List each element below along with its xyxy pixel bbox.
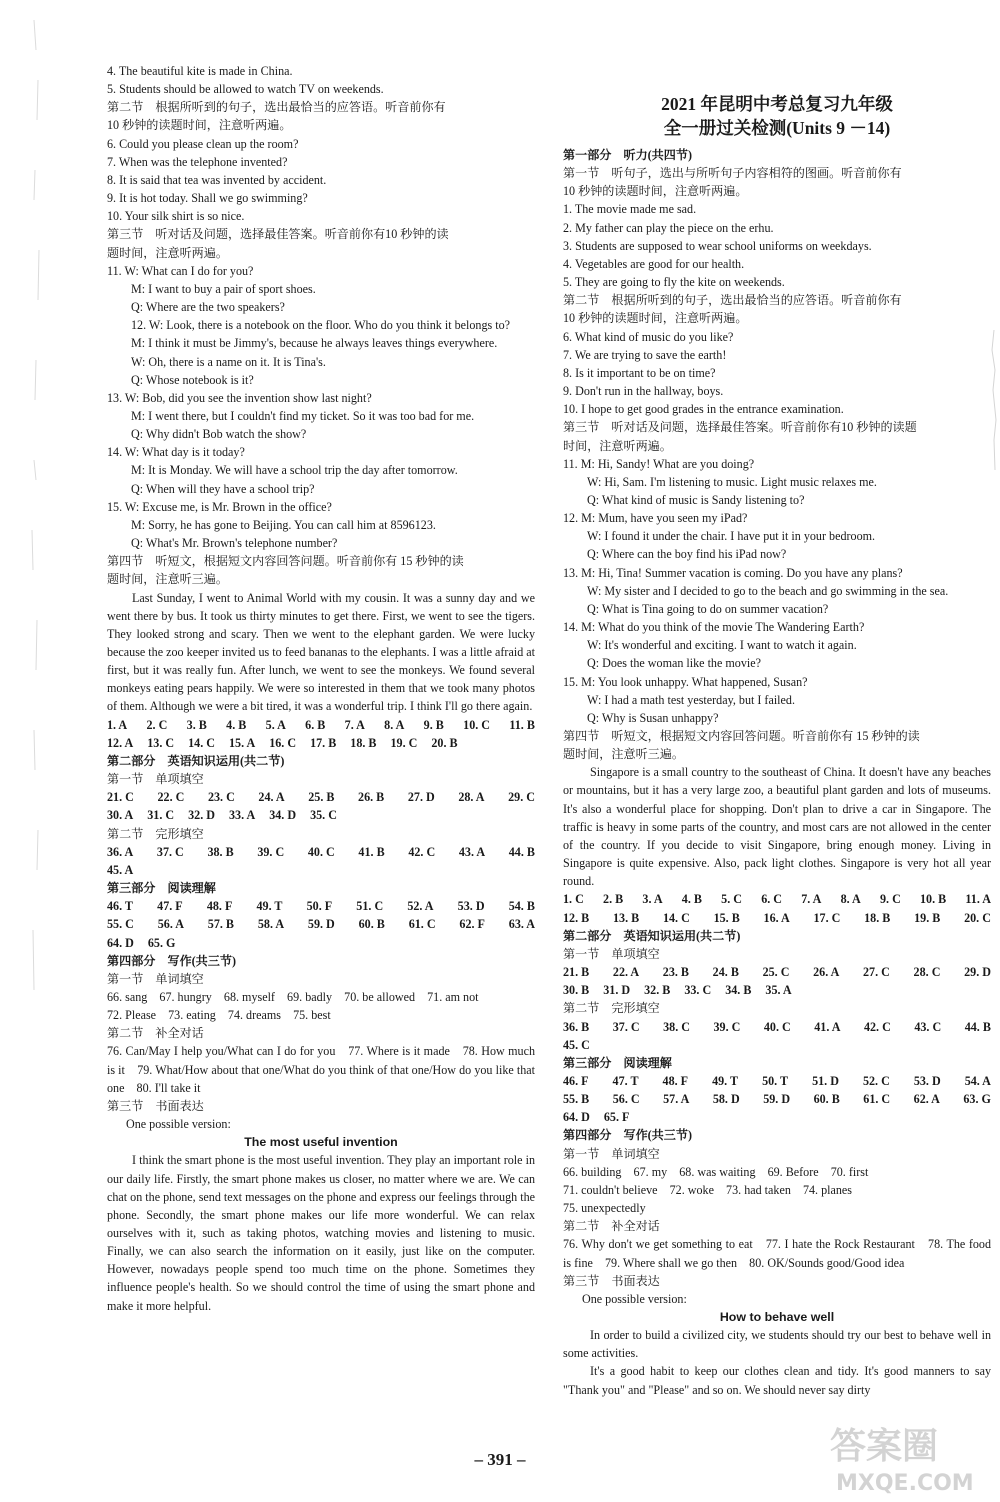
answer-item: 55. C bbox=[107, 917, 134, 932]
watermark-domain: MXQE.COM bbox=[836, 1471, 974, 1496]
answer-item: 49. T bbox=[712, 1073, 739, 1088]
sentence-item: 10. I hope to get good grades in the entrance examination. bbox=[563, 402, 844, 417]
answer-row bbox=[563, 1072, 991, 1090]
answer-item: 30. B bbox=[563, 983, 590, 998]
dialog-answers: 76. Can/May I help you/What can I do for you 77. Where is it made 78. How much is it 79. What/How about that one/What do you think of that one/How do you like that one 80. I'll take it bbox=[107, 1044, 535, 1095]
answer-item: 35. A bbox=[765, 983, 792, 998]
answer-item: 65. G bbox=[147, 935, 176, 950]
answer-item: 52. A bbox=[407, 899, 434, 914]
answer-item: 21. B bbox=[563, 965, 590, 980]
answer-item: 33. C bbox=[684, 983, 712, 998]
answer-item: 63. A bbox=[508, 917, 535, 932]
answer-item: 26. B bbox=[358, 790, 385, 805]
part-title: 第一部分 听力(共四节) bbox=[563, 148, 692, 162]
answer-row bbox=[563, 1108, 991, 1126]
answer-item: 58. A bbox=[257, 917, 285, 932]
word-answers: 66. building 67. my 68. was waiting 69. Before 70. first bbox=[563, 1164, 869, 1179]
dialog-line: W: It's wonderful and exciting. I want to watch it again. bbox=[587, 638, 857, 653]
answer-item: 32. D bbox=[188, 808, 215, 823]
dialog-line: Q: Why didn't Bob watch the show? bbox=[131, 427, 307, 442]
section-heading: 第三节 听对话及问题，选择最佳答案。听音前你有10 秒钟的读题 bbox=[563, 420, 917, 435]
answer-item: 3. A bbox=[642, 892, 663, 907]
answer-item: 36. B bbox=[563, 1019, 590, 1034]
answer-row bbox=[107, 843, 535, 861]
answer-item: 37. C bbox=[612, 1019, 640, 1034]
answer-item: 50. T bbox=[762, 1073, 789, 1088]
word-answers: 75. unexpectedly bbox=[563, 1201, 646, 1216]
answer-item: 45. C bbox=[563, 1037, 590, 1052]
dialog-line: Q: Does the woman like the movie? bbox=[587, 656, 761, 671]
answer-row bbox=[563, 1036, 991, 1054]
section-heading: 第一节 单词填空 bbox=[563, 1146, 660, 1161]
dialog-line: M: I want to buy a pair of sport shoes. bbox=[131, 281, 316, 296]
test-title bbox=[563, 92, 991, 140]
answer-item: 57. B bbox=[207, 917, 234, 932]
answer-item: 16. A bbox=[763, 910, 790, 925]
answer-item: 48. F bbox=[662, 1073, 689, 1088]
answer-item: 23. C bbox=[207, 790, 235, 805]
answer-item: 45. A bbox=[107, 862, 134, 877]
answer-item: 7. A bbox=[344, 717, 365, 732]
answer-row bbox=[107, 734, 535, 752]
listening-passage: Last Sunday, I went to Animal World with my cousin. It was a sunny day and we went there by bus. It took us thirty minutes to get there. First, we went to see the tigers. They looked strong and scary. Then we went to the elephant garden. We were lucky because the zoo keeper invited us to feed bananas to the elephants. I was a little afraid at first, but it was really fun. After lunch, we went to see the monkeys. We found several monkeys eating pears happily. We were so interested in them that we took many photos of them. Although we were a bit tired, it was a wonderful trip. I think I'll go there again. bbox=[107, 590, 535, 714]
answer-item: 40. C bbox=[307, 844, 335, 859]
answer-item: 24. A bbox=[258, 790, 285, 805]
answer-item: 55. B bbox=[563, 1092, 590, 1107]
binding-edge-marks bbox=[14, 10, 54, 1480]
answer-item: 32. B bbox=[644, 983, 671, 998]
answer-item: 51. C bbox=[356, 899, 384, 914]
answer-item: 36. A bbox=[107, 844, 134, 859]
sentence-item: 10. Your silk shirt is so nice. bbox=[107, 209, 245, 224]
answer-item: 51. D bbox=[812, 1073, 839, 1088]
watermark-logo bbox=[826, 1418, 990, 1496]
answer-item: 37. C bbox=[156, 844, 184, 859]
dialog-line: Q: What is Tina going to do on summer vacation? bbox=[587, 601, 829, 616]
answer-item: 5. C bbox=[721, 892, 742, 907]
answer-item: 33. A bbox=[228, 808, 256, 823]
sentence-item: 4. The beautiful kite is made in China. bbox=[107, 64, 293, 78]
dialog-line: Q: Whose notebook is it? bbox=[131, 372, 254, 387]
answer-item: 17. B bbox=[310, 735, 337, 750]
dialog-line: W: I had a math test yesterday, but I failed. bbox=[587, 692, 795, 707]
word-answers: 72. Please 73. eating 74. dreams 75. best bbox=[107, 1008, 331, 1023]
sentence-item: 7. When was the telephone invented? bbox=[107, 154, 288, 169]
answer-item: 56. A bbox=[157, 917, 184, 932]
answer-item: 47. T bbox=[612, 1073, 639, 1088]
sentence-item: 6. What kind of music do you like? bbox=[563, 329, 734, 344]
answer-item: 39. C bbox=[257, 844, 285, 859]
answer-item: 9. C bbox=[879, 892, 901, 907]
right-column bbox=[563, 62, 991, 1399]
answer-item: 22. A bbox=[612, 965, 640, 980]
answer-item: 28. C bbox=[913, 965, 941, 980]
answer-item: 24. B bbox=[712, 965, 739, 980]
answer-item: 6. C bbox=[761, 892, 783, 907]
section-heading: 10 秒钟的读题时间，注意听两遍。 bbox=[563, 184, 748, 199]
answer-row bbox=[563, 1018, 991, 1036]
section-heading: 第一节 听句子，选出与所听句子内容相符的图画。听音前你有 bbox=[563, 166, 902, 181]
answer-item: 57. A bbox=[663, 1092, 690, 1107]
answer-item: 39. C bbox=[713, 1019, 741, 1034]
sentence-item: 8. It is said that tea was invented by accident. bbox=[107, 172, 327, 187]
answer-item: 65. F bbox=[603, 1110, 630, 1125]
answer-item: 11. A bbox=[965, 892, 991, 907]
answer-item: 18. B bbox=[864, 910, 891, 925]
section-heading: 题时间，注意听两遍。 bbox=[107, 245, 228, 260]
answer-item: 23. B bbox=[662, 965, 689, 980]
answer-item: 61. C bbox=[863, 1092, 891, 1107]
answer-item: 7. A bbox=[801, 892, 822, 907]
sentence-item: 5. They are going to fly the kite on weekends. bbox=[563, 275, 785, 290]
answer-item: 61. C bbox=[408, 917, 436, 932]
answer-item: 19. C bbox=[390, 735, 418, 750]
section-heading: 第四节 听短文，根据短文内容回答问题。听音前你有 15 秒钟的读 bbox=[107, 554, 464, 569]
part-title: 第三部分 阅读理解 bbox=[107, 881, 216, 896]
dialog-line: W: Oh, there is a name on it. It is Tina's. bbox=[131, 354, 326, 369]
dialog-line: W: I found it under the chair. I have put it in your bedroom. bbox=[587, 529, 876, 544]
section-heading: 10 秒钟的读题时间，注意听两遍。 bbox=[563, 311, 748, 326]
part-title: 第四部分 写作(共三节) bbox=[563, 1128, 692, 1143]
section-heading: 第三节 书面表达 bbox=[563, 1273, 660, 1288]
sentence-item: 9. Don't run in the hallway, boys. bbox=[563, 384, 724, 399]
answer-item: 2. C bbox=[146, 717, 168, 732]
answer-row bbox=[563, 890, 991, 908]
answer-item: 22. C bbox=[157, 790, 185, 805]
page-number: – 391 – bbox=[474, 1450, 526, 1469]
answer-item: 58. D bbox=[712, 1092, 740, 1107]
answer-item: 64. D bbox=[563, 1110, 590, 1125]
answer-item: 1. C bbox=[563, 892, 584, 907]
dialog-line: 14. M: What do you think of the movie The Wandering Earth? bbox=[563, 620, 865, 635]
answer-row bbox=[563, 963, 991, 981]
sentence-item: 7. We are trying to save the earth! bbox=[563, 347, 727, 362]
dialog-line: M: Sorry, he has gone to Beijing. You can call him at 8596123. bbox=[131, 517, 436, 532]
section-heading: 第二节 补全对话 bbox=[563, 1219, 660, 1234]
answer-item: 52. C bbox=[862, 1073, 890, 1088]
answer-item: 38. B bbox=[207, 844, 234, 859]
answer-item: 46. F bbox=[563, 1073, 589, 1088]
answer-item: 62. A bbox=[913, 1092, 940, 1107]
answer-item: 40. C bbox=[763, 1019, 791, 1034]
section-heading: 第一节 单项填空 bbox=[107, 772, 204, 787]
section-heading: 第三节 听对话及问题，选择最佳答案。听音前你有10 秒钟的读 bbox=[107, 227, 449, 242]
answer-item: 8. A bbox=[384, 717, 405, 732]
dialog-line: M: It is Monday. We will have a school trip the day after tomorrow. bbox=[131, 463, 458, 478]
sentence-item: 2. My father can play the piece on the erhu. bbox=[563, 220, 774, 235]
dialog-line: 14. W: What day is it today? bbox=[107, 445, 245, 460]
answer-item: 42. C bbox=[863, 1019, 891, 1034]
answer-item: 18. B bbox=[350, 735, 377, 750]
answer-item: 44. B bbox=[964, 1019, 991, 1034]
answer-item: 21. C bbox=[107, 790, 134, 805]
answer-item: 16. C bbox=[269, 735, 297, 750]
answer-item: 43. C bbox=[914, 1019, 942, 1034]
answer-item: 14. C bbox=[188, 735, 215, 750]
answer-item: 31. C bbox=[147, 808, 175, 823]
watermark-brand: 答案圈 bbox=[830, 1426, 939, 1467]
answer-row bbox=[563, 981, 991, 999]
sentence-item: 4. Vegetables are good for our health. bbox=[563, 256, 745, 271]
section-heading: 题时间，注意听三遍。 bbox=[563, 747, 684, 762]
answer-row bbox=[563, 909, 991, 927]
answer-item: 25. B bbox=[308, 790, 335, 805]
answer-item: 41. B bbox=[358, 844, 385, 859]
dialog-line: 11. M: Hi, Sandy! What are you doing? bbox=[563, 456, 755, 471]
answer-item: 44. B bbox=[508, 844, 535, 859]
answer-item: 10. B bbox=[920, 892, 947, 907]
answer-item: 59. D bbox=[307, 917, 335, 932]
section-heading: 第二节 根据所听到的句子，选出最恰当的应答语。听音前你有 bbox=[563, 293, 902, 308]
sentence-item: 5. Students should be allowed to watch TV on weekends. bbox=[107, 82, 384, 97]
answer-item: 30. A bbox=[107, 808, 134, 823]
answer-item: 53. D bbox=[457, 899, 485, 914]
answer-item: 43. A bbox=[458, 844, 486, 859]
dialog-line: 12. W: Look, there is a notebook on the floor. Who do you think it belongs to? bbox=[131, 318, 510, 333]
word-answers: 71. couldn't believe 72. woke 73. had taken 74. planes bbox=[563, 1182, 853, 1197]
answer-item: 20. B bbox=[431, 735, 458, 750]
dialog-line: 13. M: Hi, Tina! Summer vacation is coming. Do you have any plans? bbox=[563, 565, 903, 580]
answer-item: 64. D bbox=[107, 935, 134, 950]
title-line-2: 全一册过关检测(Units 9 －14) bbox=[663, 118, 891, 138]
section-heading: 第二节 补全对话 bbox=[107, 1026, 204, 1041]
answer-item: 13. C bbox=[147, 735, 175, 750]
answer-row bbox=[107, 915, 535, 933]
dialog-line: 11. W: What can I do for you? bbox=[107, 263, 254, 278]
answer-item: 26. A bbox=[813, 965, 840, 980]
dialog-line: Q: When will they have a school trip? bbox=[131, 481, 315, 496]
sentence-item: 3. Students are supposed to wear school uniforms on weekdays. bbox=[563, 238, 872, 253]
answer-item: 63. G bbox=[963, 1092, 991, 1107]
answer-item: 4. B bbox=[681, 892, 702, 907]
answer-item: 60. B bbox=[813, 1092, 840, 1107]
section-heading: 第一节 单项填空 bbox=[563, 946, 660, 961]
answer-item: 59. D bbox=[763, 1092, 791, 1107]
sentence-item: 1. The movie made me sad. bbox=[563, 202, 697, 217]
answer-item: 31. D bbox=[603, 983, 631, 998]
essay-title: How to behave well bbox=[719, 1310, 835, 1324]
answer-item: 29. C bbox=[508, 790, 535, 805]
answer-item: 49. T bbox=[256, 899, 283, 914]
answer-item: 35. C bbox=[310, 808, 337, 823]
answer-item: 14. C bbox=[662, 910, 690, 925]
section-heading: 题时间，注意听三遍。 bbox=[107, 572, 228, 587]
answer-row bbox=[107, 934, 535, 952]
sentence-item: 8. Is it important to be on time? bbox=[563, 365, 716, 380]
answer-item: 25. C bbox=[762, 965, 790, 980]
dialog-line: 13. W: Bob, did you see the invention show last night? bbox=[107, 390, 372, 405]
answer-item: 13. B bbox=[612, 910, 640, 925]
answer-item: 20. C bbox=[964, 910, 991, 925]
answer-item: 42. C bbox=[408, 844, 436, 859]
answer-item: 27. C bbox=[863, 965, 890, 980]
section-heading: 第二节 根据所听到的句子，选出最恰当的应答语。听音前你有 bbox=[107, 100, 446, 115]
word-answers: 66. sang 67. hungry 68. myself 69. badly 70. be allowed 71. am not bbox=[107, 989, 479, 1004]
dialog-line: W: My sister and I decided to go to the beach and go swimming in the sea. bbox=[587, 583, 949, 598]
answer-item: 54. B bbox=[508, 899, 535, 914]
listening-passage: Singapore is a small country to the southeast of China. It doesn't have any beaches or mountains, but it has a very large zoo, a beautiful plant garden and lots of museums. It's also a wonderful place for shopping. Don't plan to drive a car in Singapore. The traffic is heavy in some parts of the country, and most cars are not allowed in the center of the country. If you decide to visit Singapore, bring enough money. Living in Singapore is quite expensive. Also, pack light clothes. Singapore is very hot all year round. bbox=[563, 765, 991, 889]
answer-item: 2. B bbox=[603, 892, 624, 907]
answer-item: 1. A bbox=[107, 717, 128, 732]
answer-item: 27. D bbox=[407, 790, 435, 805]
title-line-1: 2021 年昆明中考总复习九年级 bbox=[661, 94, 893, 114]
dialog-line: 15. M: You look unhappy. What happened, Susan? bbox=[563, 674, 808, 689]
answer-item: 34. D bbox=[269, 808, 297, 823]
part-title: 第二部分 英语知识运用(共二节) bbox=[563, 928, 741, 943]
answer-item: 53. D bbox=[913, 1073, 941, 1088]
dialog-line: Q: What's Mr. Brown's telephone number? bbox=[131, 536, 338, 551]
dialog-line: M: I went there, but I couldn't find my ticket. So it was too bad for me. bbox=[131, 408, 475, 423]
answer-item: 54. A bbox=[964, 1073, 991, 1088]
section-heading: 第一节 单词填空 bbox=[107, 971, 204, 986]
answer-item: 12. A bbox=[107, 735, 134, 750]
answer-item: 6. B bbox=[305, 717, 326, 732]
answer-item: 60. B bbox=[358, 917, 385, 932]
answer-item: 47. F bbox=[157, 899, 183, 914]
version-label: One possible version: bbox=[126, 1117, 231, 1132]
sentence-item: 6. Could you please clean up the room? bbox=[107, 136, 299, 151]
answer-item: 3. B bbox=[186, 717, 207, 732]
dialog-line: M: I think it must be Jimmy's, because he always leaves things everywhere. bbox=[131, 336, 498, 351]
part-title: 第四部分 写作(共三节) bbox=[107, 953, 236, 968]
section-heading: 第三节 书面表达 bbox=[107, 1098, 204, 1113]
answer-item: 8. A bbox=[840, 892, 861, 907]
answer-item: 15. A bbox=[228, 735, 256, 750]
answer-item: 28. A bbox=[458, 790, 485, 805]
answer-item: 38. C bbox=[663, 1019, 690, 1034]
dialog-line: Q: Why is Susan unhappy? bbox=[587, 710, 719, 725]
section-heading: 第二节 完形填空 bbox=[563, 1001, 660, 1016]
essay-title: The most useful invention bbox=[244, 1135, 398, 1150]
dialog-line: 15. W: Excuse me, is Mr. Brown in the office? bbox=[107, 499, 332, 514]
answer-row bbox=[107, 897, 535, 915]
dialog-line: Q: Where are the two speakers? bbox=[131, 300, 285, 315]
answer-item: 50. F bbox=[306, 899, 333, 914]
answer-item: 9. B bbox=[423, 717, 444, 732]
essay-body: I think the smart phone is the most useful invention. They play an important role in our daily life. Firstly, the smart phone makes us closer, no matter where we are. We can chat on the phone, send text messages on the phone and express our feelings through the phone. Secondly, the smart phone makes our life more wonderful. We can relax ourselves with it, such as taking photos, watching movies and listening to music. Finally, we can also search the information on it easily, just like on the computer. However, nowadays people spend too much time on the phone. Sometimes they influence people's health. So we should control the time of using the smart phone and make it more helpful. bbox=[107, 1153, 535, 1313]
dialog-line: Q: Where can the boy find his iPad now? bbox=[587, 547, 787, 562]
dialog-line: 12. M: Mum, have you seen my iPad? bbox=[563, 511, 748, 526]
dialog-line: W: Hi, Sam. I'm listening to music. Light music relaxes me. bbox=[587, 474, 877, 489]
answer-item: 48. F bbox=[206, 899, 233, 914]
answer-item: 4. B bbox=[226, 717, 247, 732]
part-title: 第二部分 英语知识运用(共二节) bbox=[107, 753, 285, 768]
answer-item: 15. B bbox=[713, 910, 740, 925]
essay-body: It's a good habit to keep our clothes clean and tidy. It's good manners to say "Thank you" and "Please" and so on. We should never say dirty bbox=[563, 1364, 991, 1397]
answer-item: 62. F bbox=[459, 917, 485, 932]
answer-item: 34. B bbox=[725, 983, 752, 998]
answer-item: 46. T bbox=[107, 899, 133, 914]
answer-item: 29. D bbox=[964, 965, 991, 980]
answer-item: 17. C bbox=[813, 910, 841, 925]
left-column bbox=[107, 62, 535, 1315]
answer-item: 11. B bbox=[509, 717, 535, 732]
section-heading: 第二节 完形填空 bbox=[107, 826, 204, 841]
answer-row bbox=[107, 788, 535, 806]
answer-item: 41. A bbox=[814, 1019, 841, 1034]
dialog-answers: 76. Why don't we get something to eat 77. I hate the Rock Restaurant 78. The food is fine 79. Where shall we go then 80. OK/Sounds good/Good idea bbox=[563, 1237, 991, 1270]
answer-item: 5. A bbox=[265, 717, 286, 732]
part-title: 第三部分 阅读理解 bbox=[563, 1055, 672, 1070]
answer-item: 10. C bbox=[463, 717, 491, 732]
answer-row bbox=[107, 861, 535, 879]
section-heading: 10 秒钟的读题时间，注意听两遍。 bbox=[107, 118, 292, 133]
essay-body: In order to build a civilized city, we students should try our best to behave well in some activities. bbox=[563, 1328, 991, 1361]
dialog-line: Q: What kind of music is Sandy listening to? bbox=[587, 492, 805, 507]
answer-row bbox=[107, 716, 535, 734]
version-label: One possible version: bbox=[582, 1291, 687, 1306]
answer-item: 12. B bbox=[563, 910, 590, 925]
answer-row bbox=[107, 806, 535, 824]
answer-item: 56. C bbox=[612, 1092, 640, 1107]
answer-row bbox=[563, 1090, 991, 1108]
sentence-item: 9. It is hot today. Shall we go swimming? bbox=[107, 191, 308, 206]
section-heading: 时间，注意听两遍。 bbox=[563, 438, 672, 453]
section-heading: 第四节 听短文，根据短文内容回答问题。听音前你有 15 秒钟的读 bbox=[563, 729, 920, 743]
answer-item: 19. B bbox=[914, 910, 941, 925]
